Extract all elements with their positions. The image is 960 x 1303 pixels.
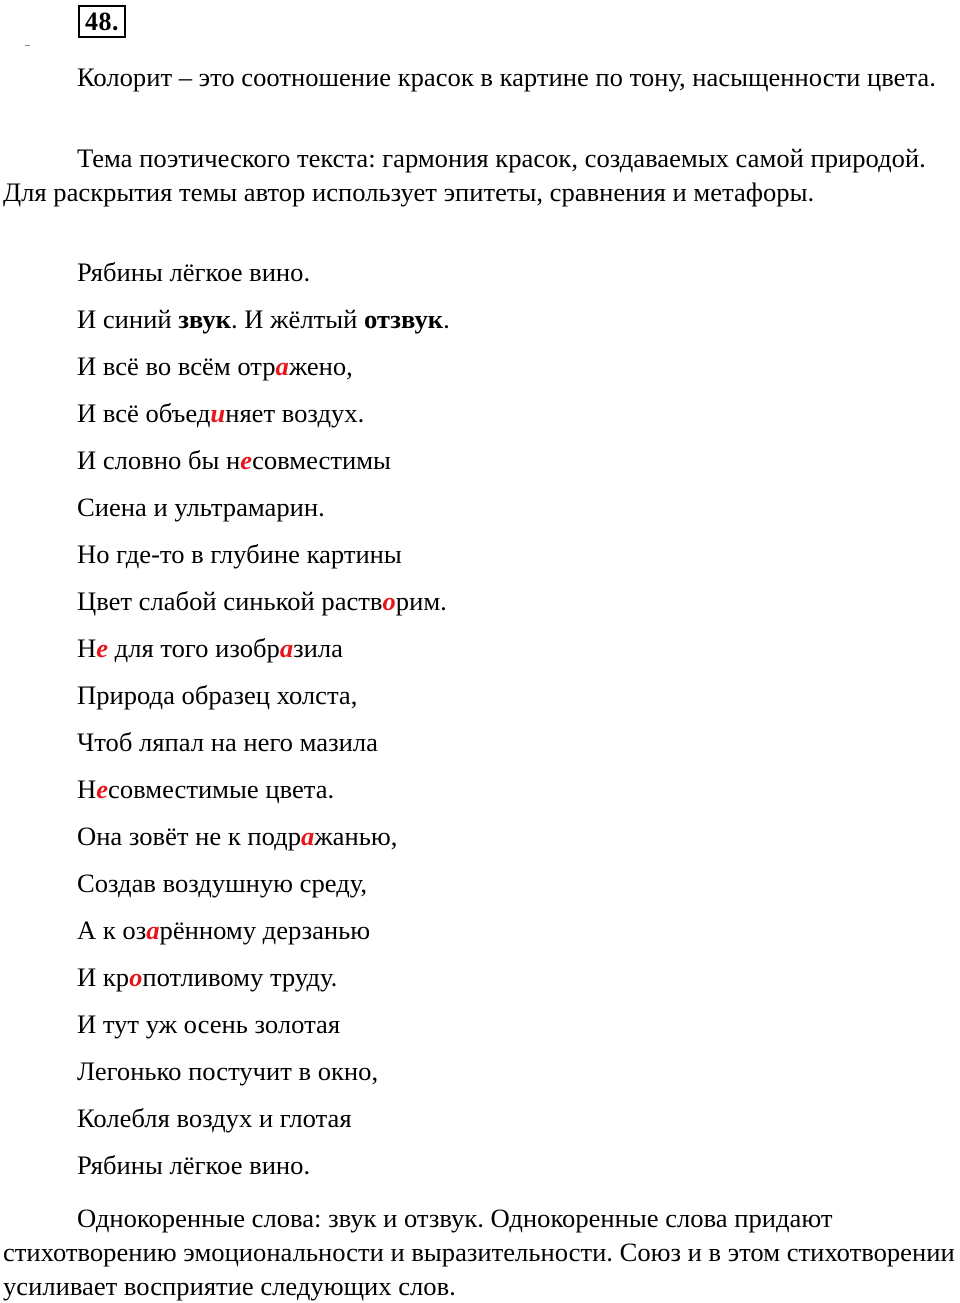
highlighted-letter: о: [382, 586, 396, 616]
poem-line: Создав воздушную среду,: [77, 868, 368, 898]
poem-line: [77, 582, 450, 629]
task-number-box: 48.: [78, 5, 126, 38]
poem-line: [77, 347, 450, 394]
poem-text: И словно бы н: [77, 445, 241, 475]
poem-line: Рябины лёгкое вино.: [77, 1150, 311, 1180]
poem-text: И всё объед: [77, 398, 211, 428]
poem-line: [77, 441, 450, 488]
poem-text: потливому труду.: [142, 962, 338, 992]
highlighted-letter: о: [129, 962, 143, 992]
poem-text: совместимые цвета.: [108, 774, 335, 804]
poem-text: Н: [77, 633, 97, 663]
poem-text: И всё во всём отр: [77, 351, 276, 381]
paragraph-cognate-words: Однокоренные слова: звук и отзвук. Однокоренные слова придают стихотворению эмоциональности и выразительности. Союз и в этом стихотворении усиливает восприятие следующих слов.: [3, 1203, 955, 1301]
highlighted-letter: а: [275, 351, 289, 381]
poem-text: . И жёлтый: [231, 304, 364, 334]
poem-line: Природа образец холста,: [77, 680, 358, 710]
poem-text: совместимы: [252, 445, 391, 475]
poem-text: рим.: [395, 586, 447, 616]
highlighted-letter: а: [146, 915, 160, 945]
poem-line: [77, 911, 450, 958]
highlighted-letter: а: [279, 633, 294, 663]
poem-text: И кр: [77, 962, 130, 992]
poem-line: Колебля воздух и глотая: [77, 1103, 352, 1133]
poem-text: жанью,: [314, 821, 398, 851]
poem-text: Она зовёт не к подр: [77, 821, 302, 851]
highlighted-letter: и: [210, 398, 226, 428]
highlighted-letter: е: [240, 445, 253, 475]
margin-mark: [25, 45, 30, 46]
poem-text: няет воздух.: [225, 398, 365, 428]
poem-text: Цвет слабой синькой раств: [77, 586, 383, 616]
poem-line: [77, 958, 450, 1005]
poem-text: И синий: [77, 304, 179, 334]
poem-text: А к оз: [77, 915, 147, 945]
highlighted-letter: е: [96, 633, 109, 663]
paragraph-text-theme: Тема поэтического текста: гармония красок, создаваемых самой природой. Для раскрытия темы автор использует эпитеты, сравнения и метафоры.: [3, 143, 926, 207]
highlighted-letter: а: [301, 821, 315, 851]
highlighted-letter: е: [96, 774, 109, 804]
poem: [77, 253, 450, 1193]
poem-line: Легонько постучит в окно,: [77, 1056, 379, 1086]
poem-text: жено,: [288, 351, 353, 381]
poem-line: [77, 394, 450, 441]
poem-line: Сиена и ультрамарин.: [77, 492, 325, 522]
poem-line: И тут уж осень золотая: [77, 1009, 341, 1039]
poem-line: Рябины лёгкое вино.: [77, 257, 311, 287]
paragraph-colorit-definition: Колорит – это соотношение красок в картине по тону, насыщенности цвета.: [77, 62, 936, 92]
poem-text: Н: [77, 774, 97, 804]
poem-text: .: [443, 304, 450, 334]
poem-line: Чтоб ляпал на него мазила: [77, 727, 378, 757]
poem-text: для того изобр: [108, 633, 280, 663]
poem-line: [77, 770, 450, 817]
poem-text: зила: [293, 633, 343, 663]
poem-line: [77, 629, 450, 676]
poem-text: рённому дерзанью: [159, 915, 371, 945]
poem-line: [77, 300, 450, 347]
poem-line: Но где-то в глубине картины: [77, 539, 402, 569]
poem-line: [77, 817, 450, 864]
bold-word-otzvuk: отзвук: [363, 304, 444, 334]
bold-word-zvuk: звук: [178, 304, 231, 334]
